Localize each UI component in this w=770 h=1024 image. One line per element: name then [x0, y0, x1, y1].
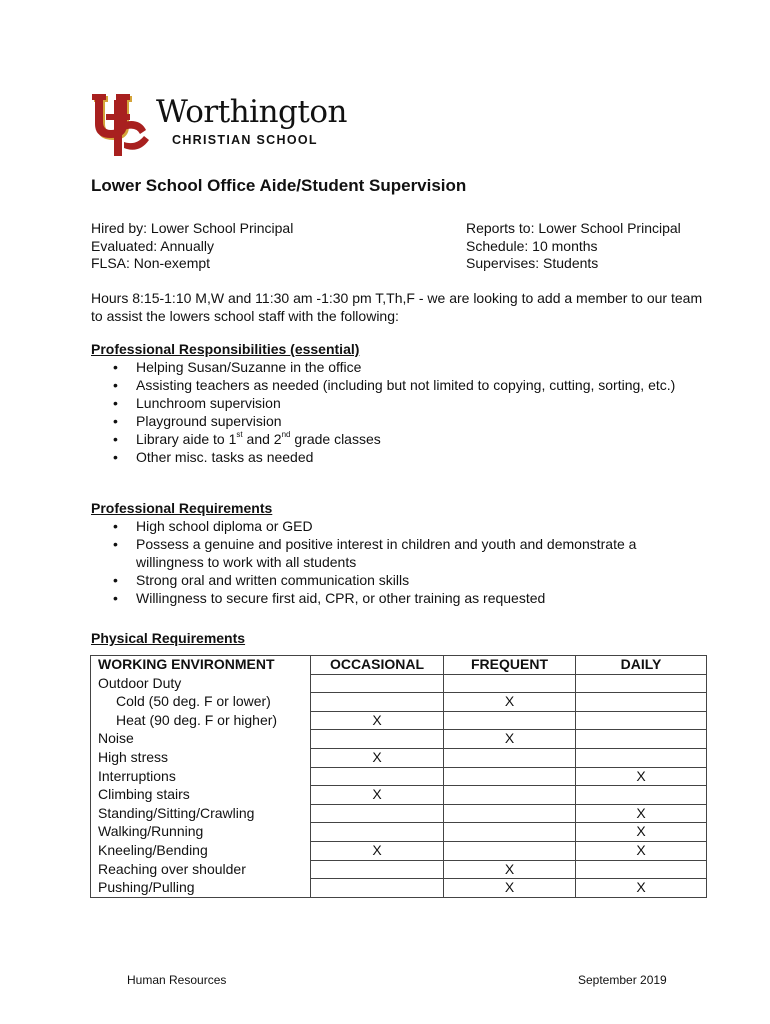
list-item: • Assisting teachers as needed (including but not limited to copying, cutting, sorting, etc.)	[113, 377, 676, 393]
info-right	[466, 220, 681, 273]
list-item: • Library aide to 1st and 2nd grade classes	[113, 430, 381, 447]
occasional-cell	[311, 860, 444, 879]
bullet-icon: •	[113, 449, 118, 465]
frequent-cell: X	[444, 879, 576, 898]
table-row	[91, 711, 707, 730]
occasional-cell: X	[311, 841, 444, 860]
hired-by: Hired by: Lower School Principal	[91, 220, 294, 236]
bullet-icon: •	[113, 413, 118, 429]
table-row	[91, 860, 707, 879]
list-item: • Willingness to secure first aid, CPR, or other training as requested	[113, 590, 546, 606]
list-item: • Other misc. tasks as needed	[113, 449, 314, 465]
frequent-cell	[444, 786, 576, 805]
school-subtitle: CHRISTIAN SCHOOL	[172, 133, 318, 147]
flsa: FLSA: Non-exempt	[91, 255, 211, 271]
daily-cell: X	[576, 804, 707, 823]
bullet-icon: •	[113, 536, 118, 552]
occasional-cell	[311, 804, 444, 823]
occasional-cell	[311, 693, 444, 712]
frequent-cell	[444, 748, 576, 767]
physical-requirements-table	[90, 655, 707, 898]
daily-cell	[576, 711, 707, 730]
daily-cell	[576, 748, 707, 767]
evaluated: Evaluated: Annually	[91, 237, 214, 254]
frequent-cell	[444, 711, 576, 730]
table-row	[91, 879, 707, 898]
bullet-icon: •	[113, 431, 118, 447]
table-row	[91, 804, 707, 823]
column-header: WORKING ENVIRONMENT	[91, 656, 311, 675]
occasional-cell	[311, 767, 444, 786]
info-left	[91, 220, 293, 273]
occasional-cell	[311, 879, 444, 898]
list-item: • Helping Susan/Suzanne in the office	[113, 359, 362, 375]
env-cell: Outdoor Duty	[91, 674, 311, 693]
env-cell: Climbing stairs	[91, 786, 311, 805]
responsibilities-heading: Professional Responsibilities (essential)	[91, 341, 360, 357]
daily-cell: X	[576, 823, 707, 842]
env-cell: Standing/Sitting/Crawling	[91, 804, 311, 823]
requirements-heading: Professional Requirements	[91, 500, 273, 516]
list-item: • Lunchroom supervision	[113, 395, 281, 411]
frequent-cell: X	[444, 860, 576, 879]
env-cell: Cold (50 deg. F or lower)	[91, 693, 311, 712]
responsibilities-section	[91, 340, 701, 466]
table-row	[91, 674, 707, 693]
table-row	[91, 786, 707, 805]
hours-paragraph: Hours 8:15-1:10 M,W and 11:30 am -1:30 pm T,Th,F - we are looking to add a member to our team to assist the lowers school staff with the following:	[91, 290, 703, 324]
frequent-cell	[444, 674, 576, 693]
frequent-cell: X	[444, 693, 576, 712]
bullet-icon: •	[113, 377, 118, 393]
daily-cell	[576, 860, 707, 879]
table-header-row	[91, 656, 707, 675]
physical-heading: Physical Requirements	[91, 630, 246, 646]
frequent-cell	[444, 804, 576, 823]
occasional-cell: X	[311, 711, 444, 730]
occasional-cell: X	[311, 748, 444, 767]
daily-cell: X	[576, 841, 707, 860]
list-item: • Strong oral and written communication skills	[113, 572, 410, 588]
env-cell: Pushing/Pulling	[91, 879, 311, 898]
daily-cell	[576, 674, 707, 693]
occasional-cell	[311, 674, 444, 693]
frequent-cell: X	[444, 730, 576, 749]
daily-cell	[576, 730, 707, 749]
bullet-icon: •	[113, 518, 118, 534]
bullet-icon: •	[113, 590, 118, 606]
env-cell: Kneeling/Bending	[91, 841, 311, 860]
env-cell: Interruptions	[91, 767, 311, 786]
requirements-section	[91, 499, 701, 607]
page-title: Lower School Office Aide/Student Supervision	[91, 176, 467, 195]
table-row	[91, 748, 707, 767]
daily-cell	[576, 693, 707, 712]
env-cell: Reaching over shoulder	[91, 860, 311, 879]
daily-cell	[576, 786, 707, 805]
list-item: • High school diploma or GED	[113, 518, 313, 534]
env-cell: High stress	[91, 748, 311, 767]
bullet-icon: •	[113, 359, 118, 375]
list-item: • Playground supervision	[113, 413, 282, 429]
schedule: Schedule: 10 months	[466, 237, 598, 254]
table-row	[91, 841, 707, 860]
occasional-cell	[311, 730, 444, 749]
table-row	[91, 730, 707, 749]
bullet-icon: •	[113, 395, 118, 411]
bullet-icon: •	[113, 572, 118, 588]
column-header: FREQUENT	[444, 656, 576, 675]
reports-to: Reports to: Lower School Principal	[466, 220, 681, 236]
env-cell: Walking/Running	[91, 823, 311, 842]
responsibilities-list	[91, 358, 701, 466]
wcs-monogram-icon	[90, 92, 150, 158]
daily-cell: X	[576, 879, 707, 898]
list-item: • Possess a genuine and positive interest in children and youth and demonstrate a willingness to work with all students	[113, 536, 637, 570]
school-name: Worthington	[156, 94, 347, 130]
table-row	[91, 693, 707, 712]
env-cell: Noise	[91, 730, 311, 749]
daily-cell: X	[576, 767, 707, 786]
table-row	[91, 767, 707, 786]
requirements-list	[91, 517, 701, 607]
occasional-cell	[311, 823, 444, 842]
footer-left: Human Resources	[127, 973, 227, 987]
env-cell: Heat (90 deg. F or higher)	[91, 711, 311, 730]
supervises: Supervises: Students	[466, 255, 599, 271]
column-header: OCCASIONAL	[311, 656, 444, 675]
frequent-cell	[444, 823, 576, 842]
occasional-cell: X	[311, 786, 444, 805]
frequent-cell	[444, 767, 576, 786]
frequent-cell	[444, 841, 576, 860]
footer-right: September 2019	[578, 973, 667, 987]
column-header: DAILY	[576, 656, 707, 675]
table-row	[91, 823, 707, 842]
